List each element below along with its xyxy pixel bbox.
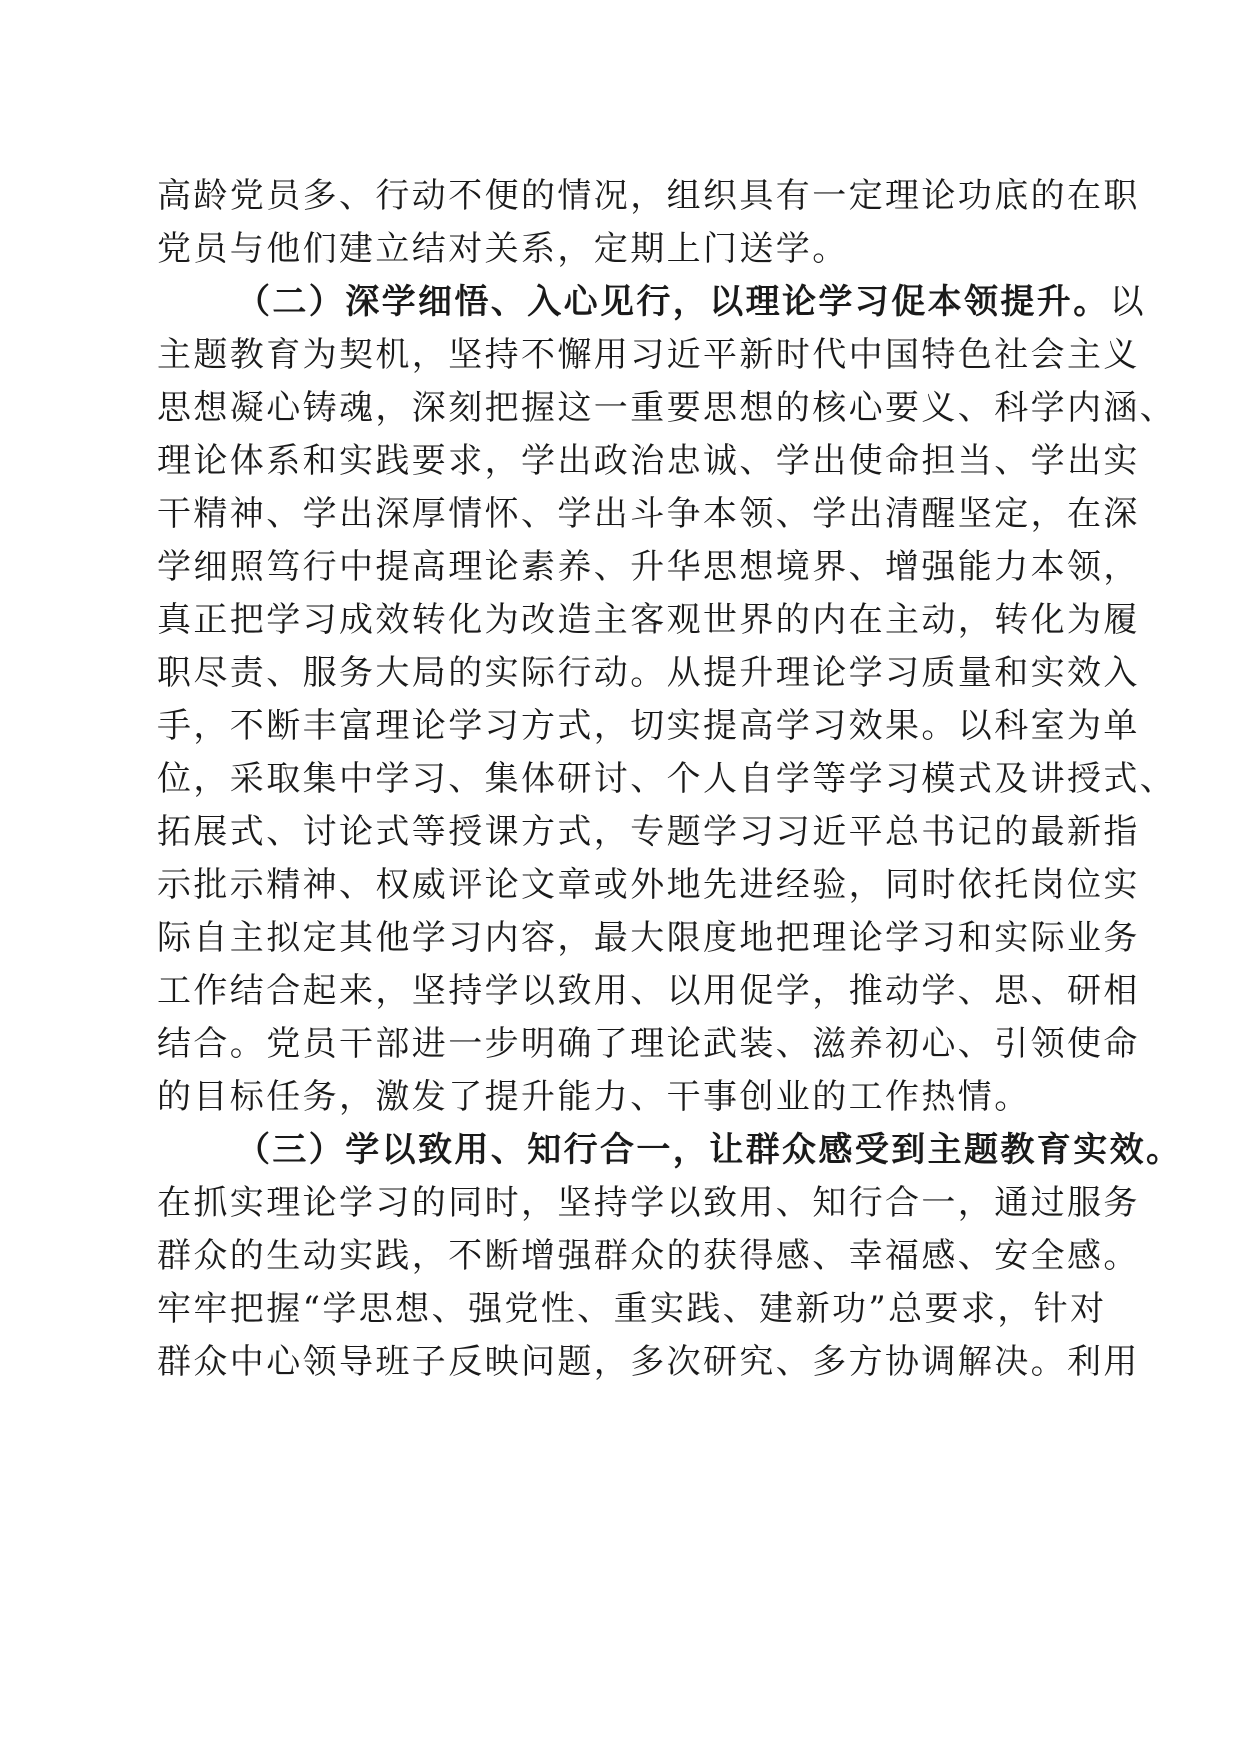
paragraph-line: 工作结合起来，坚持学以致用、以用促学，推动学、思、研相 bbox=[157, 971, 1140, 1011]
paragraph-line: 牢牢把握“学思想、强党性、重实践、建新功”总要求，针对 bbox=[157, 1289, 1107, 1329]
paragraph-line: 干精神、学出深厚情怀、学出斗争本领、学出清醒坚定，在深 bbox=[157, 494, 1140, 534]
paragraph-line: 结合。党员干部进一步明确了理论武装、滋养初心、引领使命 bbox=[157, 1024, 1140, 1064]
paragraph-line: 在抓实理论学习的同时，坚持学以致用、知行合一，通过服务 bbox=[157, 1183, 1140, 1223]
section-heading-3: （三）学以致用、知行合一，让群众感受到主题教育实效。 bbox=[236, 1130, 1183, 1170]
paragraph-line: 示批示精神、权威评论文章或外地先进经验，同时依托岗位实 bbox=[157, 865, 1140, 905]
paragraph-line: 理论体系和实践要求，学出政治忠诚、学出使命担当、学出实 bbox=[157, 441, 1140, 481]
section-heading-line bbox=[236, 280, 1147, 324]
paragraph-line: 的目标任务，激发了提升能力、干事创业的工作热情。 bbox=[157, 1077, 1031, 1117]
paragraph-line: 高龄党员多、行动不便的情况，组织具有一定理论功底的在职 bbox=[157, 176, 1140, 216]
paragraph-line: 群众中心领导班子反映问题，多次研究、多方协调解决。利用 bbox=[157, 1342, 1140, 1382]
paragraph-line: 位，采取集中学习、集体研讨、个人自学等学习模式及讲授式、 bbox=[157, 759, 1177, 799]
section-heading-2: （二）深学细悟、入心见行，以理论学习促本领提升。 bbox=[236, 282, 1110, 322]
paragraph-line: 群众的生动实践，不断增强群众的获得感、幸福感、安全感。 bbox=[157, 1236, 1140, 1276]
paragraph-line: 党员与他们建立结对关系，定期上门送学。 bbox=[157, 229, 849, 269]
paragraph-line: 职尽责、服务大局的实际行动。从提升理论学习质量和实效入 bbox=[157, 653, 1140, 693]
paragraph-line: 际自主拟定其他学习内容，最大限度地把理论学习和实际业务 bbox=[157, 918, 1140, 958]
paragraph-line: 手，不断丰富理论学习方式，切实提高学习效果。以科室为单 bbox=[157, 706, 1140, 746]
paragraph-line: 学细照笃行中提高理论素养、升华思想境界、增强能力本领， bbox=[157, 547, 1140, 587]
paragraph-line: 真正把学习成效转化为改造主客观世界的内在主动，转化为履 bbox=[157, 600, 1140, 640]
paragraph-line: 主题教育为契机，坚持不懈用习近平新时代中国特色社会主义 bbox=[157, 335, 1140, 375]
heading-trailing-text: 以 bbox=[1109, 282, 1147, 322]
paragraph-line: 思想凝心铸魂，深刻把握这一重要思想的核心要义、科学内涵、 bbox=[157, 388, 1177, 428]
paragraph-line: 拓展式、讨论式等授课方式，专题学习习近平总书记的最新指 bbox=[157, 812, 1140, 852]
